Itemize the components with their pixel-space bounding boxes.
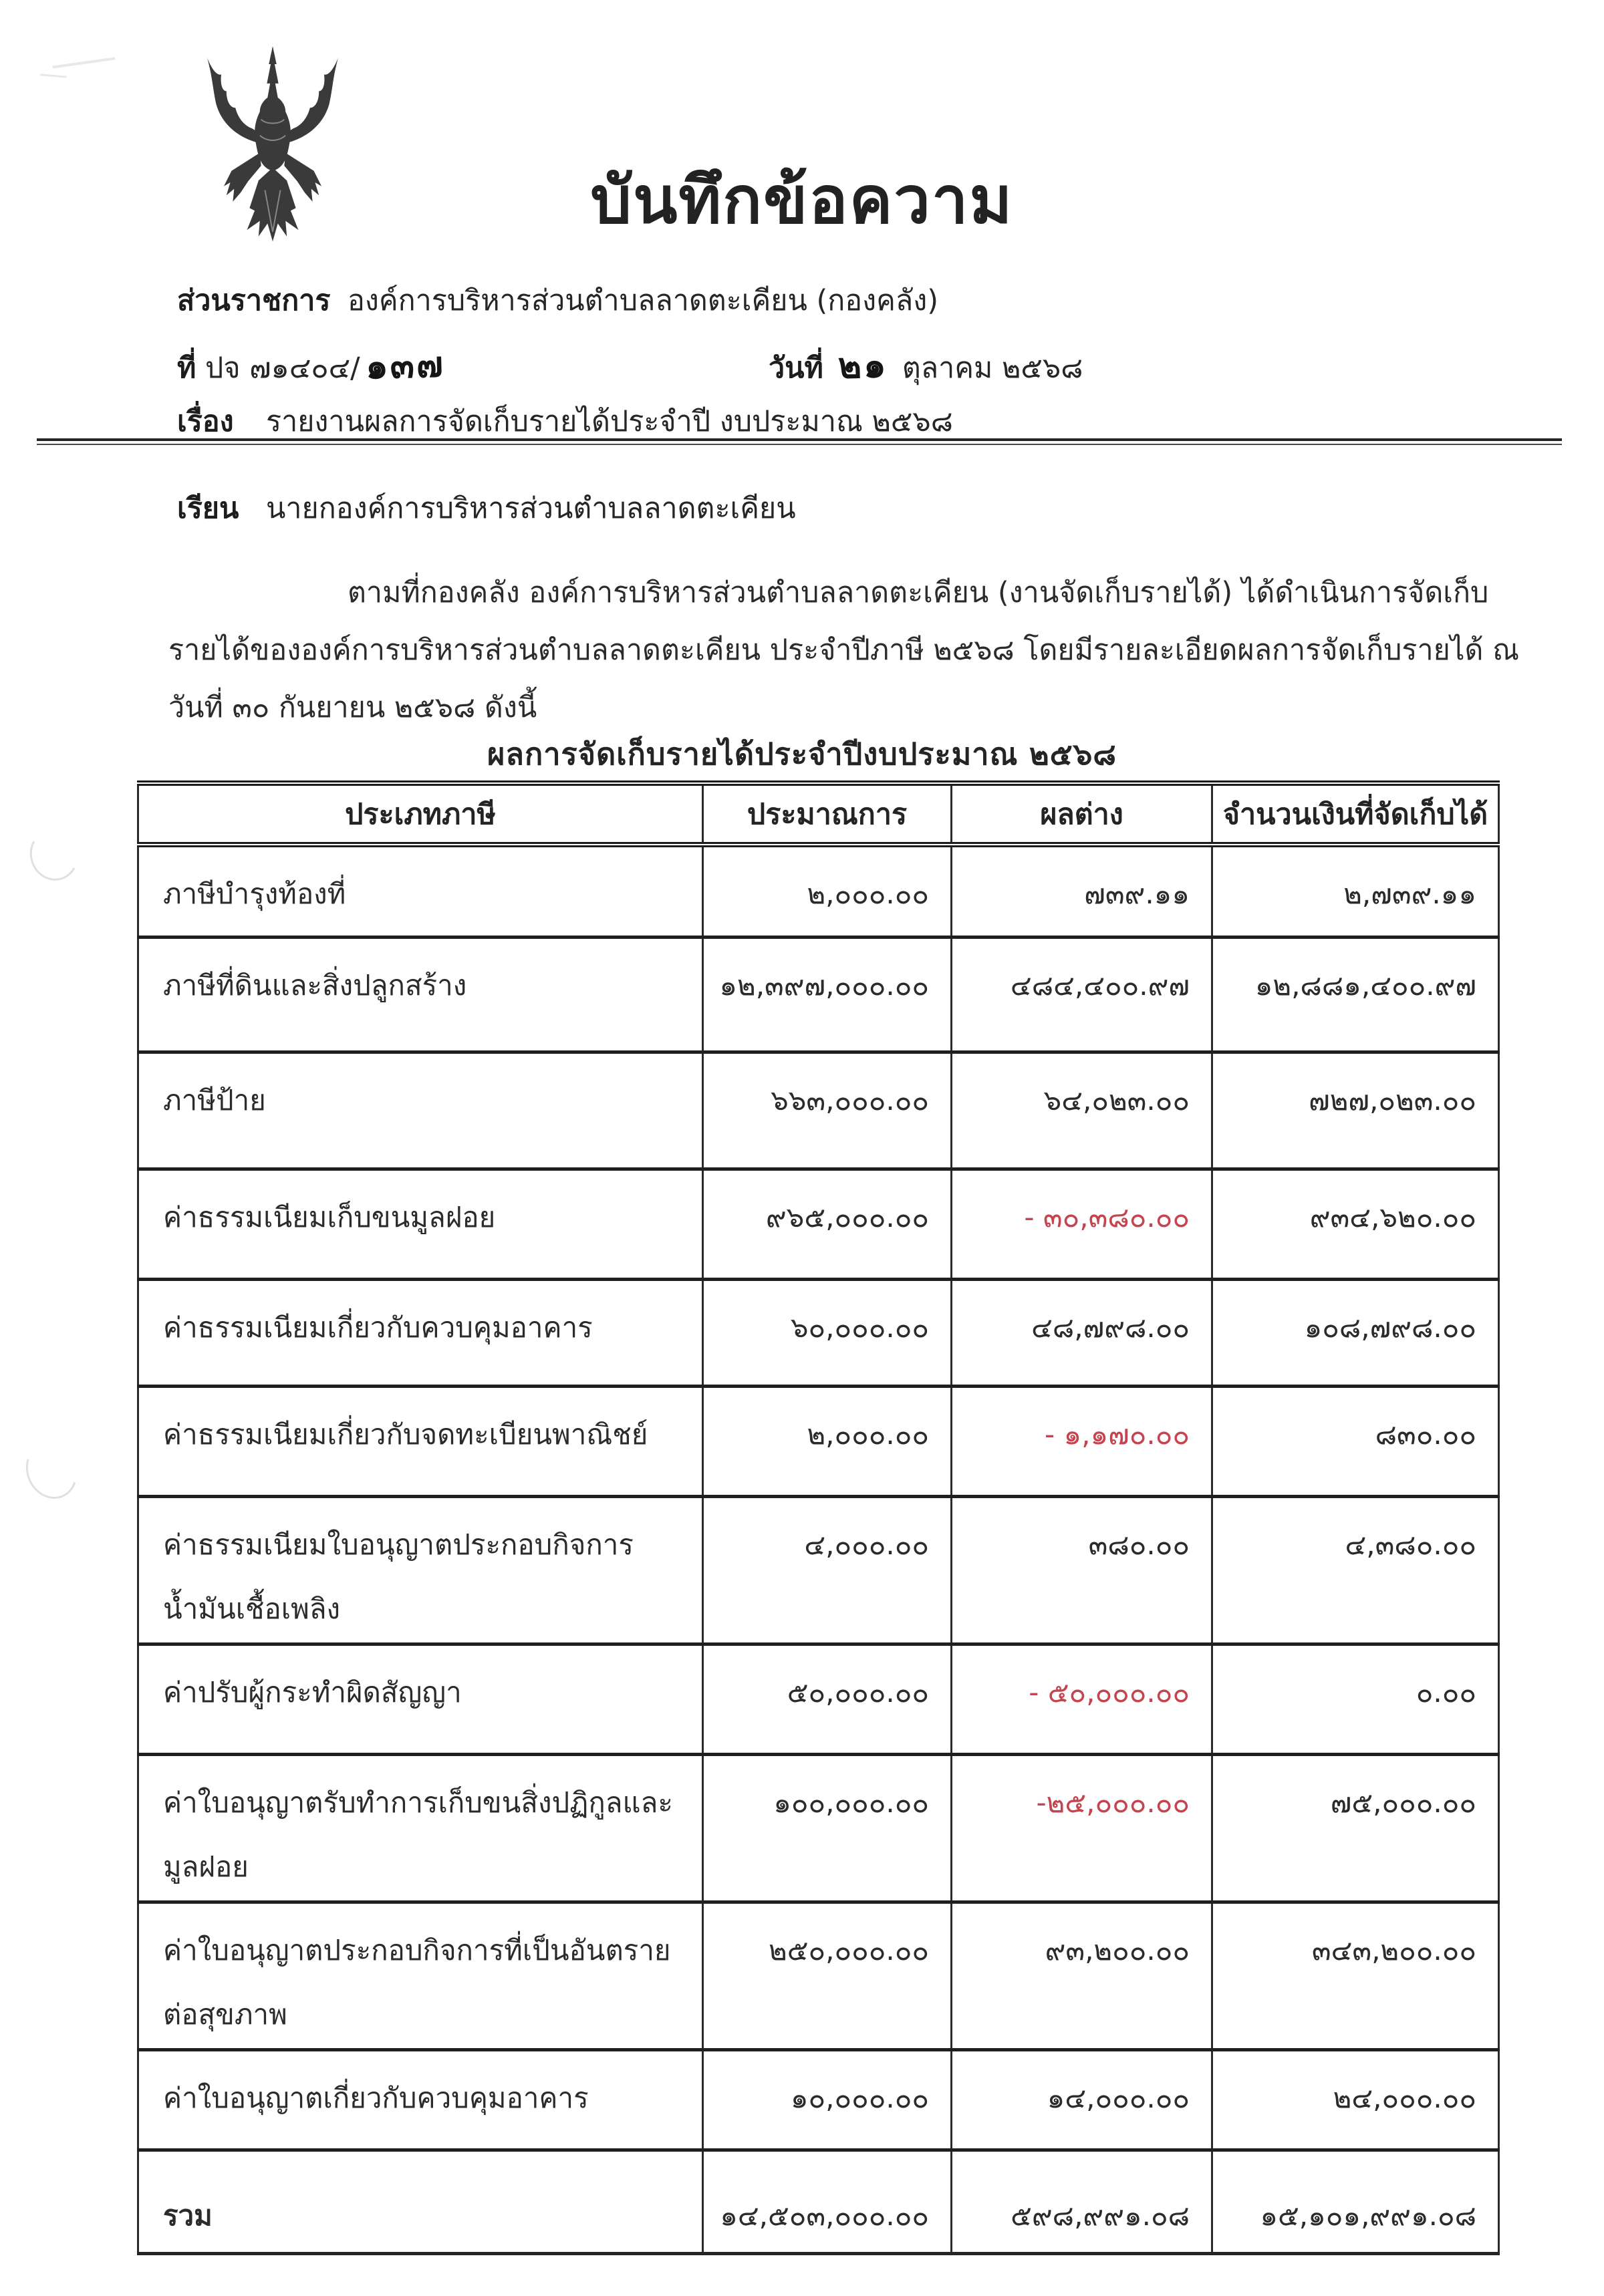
difference-cell: ๙๓,๒๐๐.๐๐: [952, 1902, 1212, 2049]
table-row: [138, 1496, 1499, 1644]
column-header-difference: ผลต่าง: [952, 783, 1212, 845]
table-row: [138, 1386, 1499, 1496]
tax-type-cell: ภาษีที่ดินและสิ่งปลูกสร้าง: [138, 937, 703, 1052]
revenue-table: [137, 780, 1500, 2255]
estimate-cell: ๒,๐๐๐.๐๐: [703, 845, 952, 937]
collected-cell: ๒๔,๐๐๐.๐๐: [1212, 2050, 1499, 2150]
date-day-handwritten: ๒๑: [837, 345, 888, 387]
tax-type-cell: ค่าปรับผู้กระทำผิดสัญญา: [138, 1644, 703, 1754]
column-header-tax-type: ประเภทภาษี: [138, 783, 703, 845]
tax-type-cell: รวม: [138, 2150, 703, 2254]
collected-cell: ๙๓๔,๖๒๐.๐๐: [1212, 1169, 1499, 1279]
estimate-cell: ๑๔,๕๐๓,๐๐๐.๐๐: [703, 2150, 952, 2254]
agency-label: ส่วนราชการ: [177, 284, 331, 317]
estimate-cell: ๕๐,๐๐๐.๐๐: [703, 1644, 952, 1754]
estimate-cell: ๒๕๐,๐๐๐.๐๐: [703, 1902, 952, 2049]
table-title: ผลการจัดเก็บรายได้ประจำปีงบประมาณ ๒๕๖๘: [487, 736, 1117, 772]
hole-punch-mark: [24, 823, 84, 886]
ref-label: ที่: [177, 351, 196, 385]
collected-cell: ๘๓๐.๐๐: [1212, 1386, 1499, 1496]
collected-cell: ๔,๓๘๐.๐๐: [1212, 1496, 1499, 1644]
date-label: วันที่: [769, 351, 823, 385]
tax-type-cell: ภาษีบำรุงท้องที่: [138, 845, 703, 937]
difference-cell: - ๕๐,๐๐๐.๐๐: [952, 1644, 1212, 1754]
collected-cell: ๒,๗๓๙.๑๑: [1212, 845, 1499, 937]
difference-cell: ๗๓๙.๑๑: [952, 845, 1212, 937]
pencil-smudge: [52, 57, 116, 68]
collected-cell: ๑๐๘,๗๙๘.๐๐: [1212, 1279, 1499, 1386]
ref-number: [177, 337, 450, 394]
collected-cell: ๐.๐๐: [1212, 1644, 1499, 1754]
difference-cell: ๖๔,๐๒๓.๐๐: [952, 1052, 1212, 1169]
collected-cell: ๑๕,๑๐๑,๙๙๑.๐๘: [1212, 2150, 1499, 2254]
tax-type-cell: ภาษีป้าย: [138, 1052, 703, 1169]
ref-value-handwritten: ๑๓๗: [364, 344, 446, 388]
tax-type-cell: ค่าธรรมเนียมเกี่ยวกับจดทะเบียนพาณิชย์: [138, 1386, 703, 1496]
difference-cell: - ๑,๑๗๐.๐๐: [952, 1386, 1212, 1496]
table-row: [138, 1902, 1499, 2049]
collected-cell: ๑๒,๘๘๑,๔๐๐.๙๗: [1212, 937, 1499, 1052]
document-title: บันทึกข้อความ: [590, 162, 1014, 238]
hole-punch-mark: [17, 1434, 86, 1507]
estimate-cell: ๒,๐๐๐.๐๐: [703, 1386, 952, 1496]
date-month-year: ตุลาคม ๒๕๖๘: [902, 351, 1083, 385]
table-row: [138, 937, 1499, 1052]
table-row: [138, 1052, 1499, 1169]
tax-type-cell: ค่าธรรมเนียมใบอนุญาตประกอบกิจการน้ำมันเชื้อเพลิง: [138, 1496, 703, 1644]
tax-type-cell: ค่าธรรมเนียมเก็บขนมูลฝอย: [138, 1169, 703, 1279]
tax-type-cell: ค่าใบอนุญาตประกอบกิจการที่เป็นอันตรายต่อสุขภาพ: [138, 1902, 703, 2049]
difference-cell: ๕๙๘,๙๙๑.๐๘: [952, 2150, 1212, 2254]
tax-type-cell: ค่าใบอนุญาตเกี่ยวกับควบคุมอาคาร: [138, 2050, 703, 2150]
table-body: [138, 845, 1499, 2254]
paragraph-line: รายได้ขององค์การบริหารส่วนตำบลลาดตะเคียน ประจำปีภาษี ๒๕๖๘ โดยมีรายละเอียดผลการจัดเก็บรายได้ ณ: [168, 633, 1519, 667]
table-row: [138, 845, 1499, 937]
subject-value: รายงานผลการจัดเก็บรายได้ประจำปี งบประมาณ ๒๕๖๘: [266, 405, 953, 438]
estimate-cell: ๑๐๐,๐๐๐.๐๐: [703, 1754, 952, 1902]
table-row: [138, 1754, 1499, 1902]
collected-cell: ๓๔๓,๒๐๐.๐๐: [1212, 1902, 1499, 2049]
difference-cell: - ๓๐,๓๘๐.๐๐: [952, 1169, 1212, 1279]
table-row: [138, 1279, 1499, 1386]
paragraph-line: วันที่ ๓๐ กันยายน ๒๕๖๘ ดังนี้: [168, 691, 537, 724]
table-header-row: [138, 783, 1499, 845]
collected-cell: ๗๕,๐๐๐.๐๐: [1212, 1754, 1499, 1902]
collected-cell: ๗๒๗,๐๒๓.๐๐: [1212, 1052, 1499, 1169]
estimate-cell: ๖๐,๐๐๐.๐๐: [703, 1279, 952, 1386]
table-row: [138, 2050, 1499, 2150]
difference-cell: ๓๘๐.๐๐: [952, 1496, 1212, 1644]
paragraph-line: ตามที่กองคลัง องค์การบริหารส่วนตำบลลาดตะเคียน (งานจัดเก็บรายได้) ได้ดำเนินการจัดเก็บ: [348, 576, 1489, 609]
estimate-cell: ๙๖๕,๐๐๐.๐๐: [703, 1169, 952, 1279]
agency-value: องค์การบริหารส่วนตำบลลาดตะเคียน (กองคลัง): [348, 284, 939, 317]
date-group: [769, 337, 1083, 394]
header-divider: [37, 438, 1562, 445]
table-row: [138, 1644, 1499, 1754]
difference-cell: ๔๘๔,๔๐๐.๙๗: [952, 937, 1212, 1052]
recipient-label: เรียน: [177, 492, 239, 525]
ref-value-printed: ปจ ๗๑๔๐๔/: [205, 351, 360, 385]
estimate-cell: ๑๐,๐๐๐.๐๐: [703, 2050, 952, 2150]
estimate-cell: ๖๖๓,๐๐๐.๐๐: [703, 1052, 952, 1169]
table-total-row: [138, 2150, 1499, 2254]
tax-type-cell: ค่าธรรมเนียมเกี่ยวกับควบคุมอาคาร: [138, 1279, 703, 1386]
estimate-cell: ๔,๐๐๐.๐๐: [703, 1496, 952, 1644]
table-row: [138, 1169, 1499, 1279]
difference-cell: ๔๘,๗๙๘.๐๐: [952, 1279, 1212, 1386]
subject-label: เรื่อง: [177, 405, 234, 438]
difference-cell: ๑๔,๐๐๐.๐๐: [952, 2050, 1212, 2150]
pencil-smudge: [40, 74, 67, 78]
recipient-value: นายกองค์การบริหารส่วนตำบลลาดตะเคียน: [266, 492, 796, 525]
column-header-collected: จำนวนเงินที่จัดเก็บได้: [1212, 783, 1499, 845]
column-header-estimate: ประมาณการ: [703, 783, 952, 845]
difference-cell: -๒๕,๐๐๐.๐๐: [952, 1754, 1212, 1902]
estimate-cell: ๑๒,๓๙๗,๐๐๐.๐๐: [703, 937, 952, 1052]
tax-type-cell: ค่าใบอนุญาตรับทำการเก็บขนสิ่งปฏิกูลและมูลฝอย: [138, 1754, 703, 1902]
